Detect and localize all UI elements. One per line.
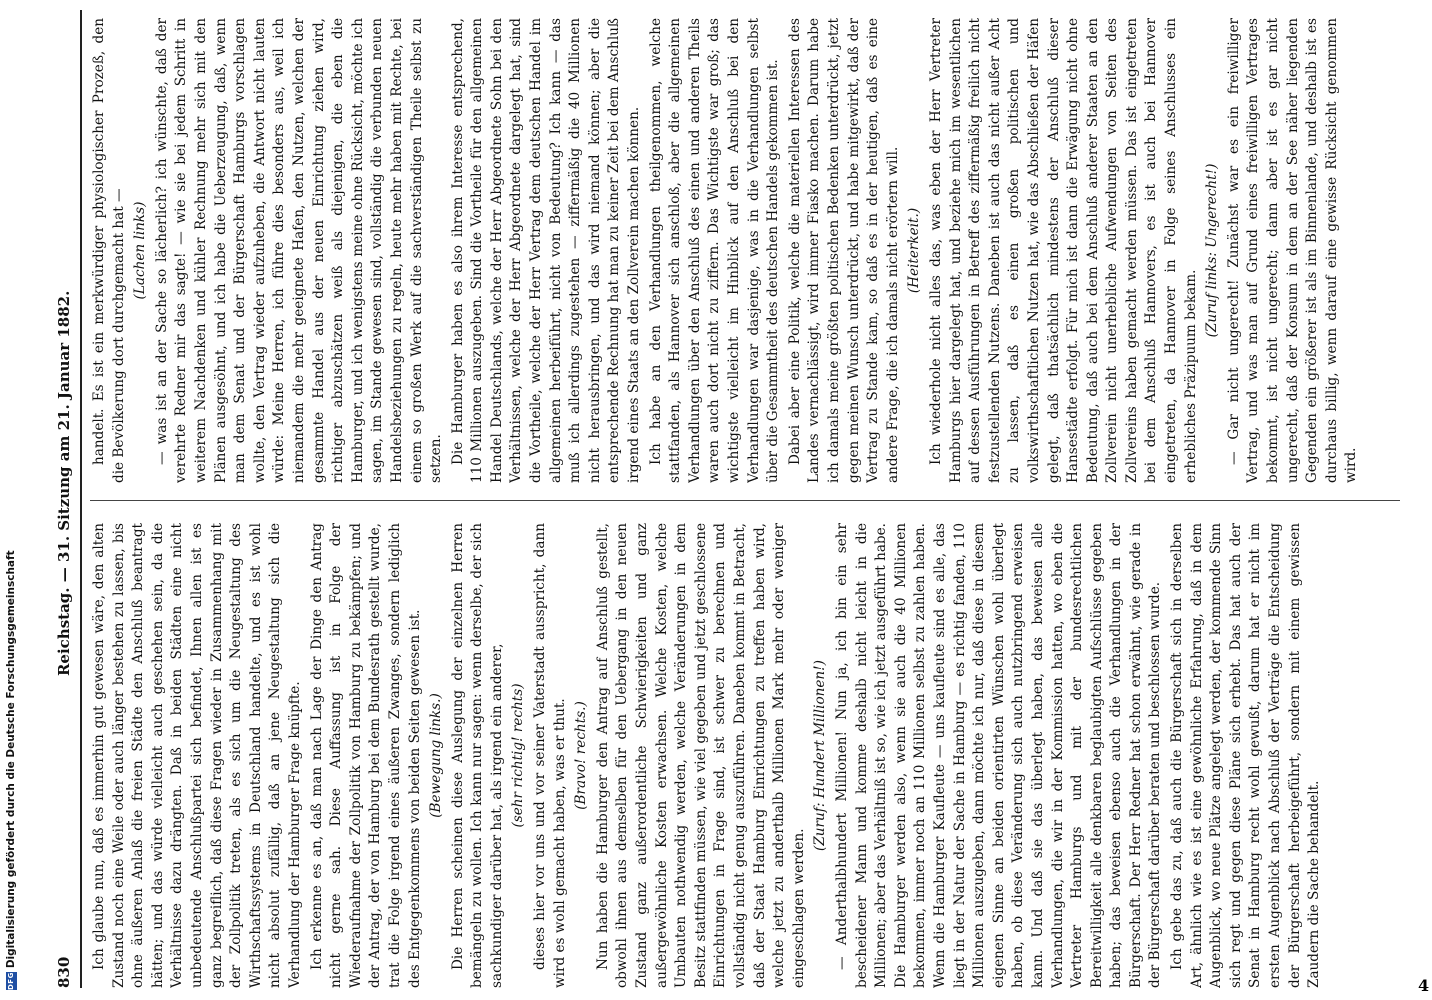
paragraph: — was ist an der Sache so lächerlich? ich wünschte, daß der verehrte Redner mir das sagte! — wie sie bei jedem Schritt in weiterem Nachdenken und kühler Rechnung mehr sich mit den Plänen ausgesöhnt, und ich habe die Ueberzeugung, daß, wenn man dem Senat und der Bürgerschaft Hamburgs vorschlagen wollte, den Vertrag wieder aufzuheben, die Antwort nicht lauten würde: Meine Herren, ich führe dies besonders aus, weil ich niemandem die mehr geeignete Hafen, den Nutzen, welchen der gesammte Handel aus der neuen Einrichtung ziehen wird, richtiger abzuschätzen weiß als diejenigen, die eben die Hamburger, und ich wenigstens meine ohne Rücksicht, möchte ich sagen, im Stande gewesen sind, vollständig die verbunden neuen Handelsbeziehungen zu regeln, heute mehr haben mit Rechte, bei einem so großen Werk auf die sachverständigen Theile selbst zu setzen. (153, 18, 445, 483)
paragraph: dieses hier vor uns und vor seiner Vaterstadt ausspricht, dann wird es wohl gemacht haben, was er thut. (532, 523, 568, 988)
paragraph: Nun haben die Hamburger den Antrag auf Anschluß gestellt, obwohl ihnen aus demselben für den Uebergang in den neuen Zustand ganz außerordentliche Schwierigkeiten und ganz außergewöhnliche Kosten erwachsen. Welche Kosten, welche Umbauten nothwendig werden, welche Veränderungen in dem Besitz stattfinden müssen, wie viel gegeben und jetzt geschlossene Einrichtungen in Frage sind, ist schwer zu berechnen und vollständig nicht genug auszuführen. Daneben kommt in Betracht, daß der Staat Hamburg Einrichtungen zu treffen haben wird, welche jetzt zu anderthalb Millionen Mark mehr oder weniger eingeschlagen werden. (594, 523, 807, 988)
left-text-column (90, 523, 1410, 988)
digitization-notice-text: Digitalisierung gefördert durch die Deutsche Forschungsgemeinschaft (5, 550, 17, 969)
interjection: (Zuruf links: Ungerecht!) (1204, 163, 1221, 338)
interjection: (Lachen links) (132, 201, 149, 300)
dfg-logo: DFG (6, 972, 15, 990)
paragraph: Die Hamburger haben es also ihrem Interesse entsprechend, 110 Millionen auszugeben. Sind die Vortheile für den allgemeinen Handel Deutschlands, welche der Herr Abgeordnete Sohn bei den Verhältnissen, welche der Herr Abgeordnete dargelegt hat, sind die Vortheile, welche der Herr Vertrag dem deutschen Handel im allgemeinen herbeiführt, nicht von Bedeutung? Ich kann — das muß ich allerdings zugestehen — ziffermäßig die 40 Millionen nicht herausbringen, und das wird niemand können; aber die entsprechende Rechnung hat man zu keiner Zeit bei dem Anschluß irgend eines Staats an den Zollverein machen können. (449, 18, 643, 483)
paragraph: Ich habe an den Verhandlungen theilgenommen, welche stattfanden, als Hannover sich anschloß, aber die allgemeinen Verhandlungen über den Anschluß des einen und anderen Theils waren auch dort nicht zu ziffern. Das Wichtigste war groß; das wichtigste vielleicht im Hinblick auf den Anschluß bei den Verhandlungen war dasjenige, was in die Verhandlungen selbst über die Gesammtheit des deutschen Handels gekommen ist. (647, 18, 782, 483)
right-text-column (90, 18, 1410, 483)
printed-sheet (50, 10, 1415, 988)
paragraph: Dabei aber eine Politik, welche die materiellen Interessen des Landes vernachlässigt, wird immer Fiasko machen. Darum habe ich damals meine größten politischen Bedenken unterdrückt, jetzt gegen meinen Wunsch unterdrückt, und habe mitgewirkt, daß der Vertrag zu Stande kam, so daß es in der heutigen, daß es eine andere Frage, die ich damals nicht erörtern will. (786, 18, 901, 483)
paragraph: — Gar nicht ungerecht! Zunächst war es ein freiwilliger Vertrag, und was man auf Grund eines freiwilligen Vertrages bekommt, ist nicht ungerecht; dann aber ist es gar nicht ungerecht, daß der Konsum in dem an der See näher liegenden Gegenden ein größerer ist als im Binnenlande, und deshalb ist es durchaus billig, wenn darauf eine gewisse Rücksicht genommen wird. (1225, 18, 1360, 483)
paragraph: Ich wiederhole nicht alles das, was eben der Herr Vertreter Hamburgs hier dargelegt hat, und beziehe mich im wesentlichen auf dessen Ausführungen in Betreff des ziffermäßig freilich nicht festzustellenden Nutzens. Daneben ist auch das nicht außer Acht zu lassen, daß es einen großen politischen und volkswirthschaftlichen Nutzen hat, wie das Abschließen der Häfen gelegt, daß thatsächlich mindestens der Anschluß dieser Hansestädte erfolgt. Für mich ist dann die Erwägung nicht ohne Bedeutung, daß auch bei dem Anschluß anderer Staaten an den Zollverein nicht unerhebliche Aufwendungen von Seiten des Zollvereins haben gemacht werden müssen. Das ist eingetreten bei dem Anschluß Hannovers, es ist auch bei Hannover eingetreten, da Hannover in Folge seines Anschlusses ein erhebliches Präzipuum bekam. (927, 18, 1199, 483)
paragraph: Die Herren scheinen diese Auslegung der einzelnen Herren bemängeln zu wollen. Ich kann nur sagen: wenn derselbe, der sich sachkundiger darüber hat, als irgend ein anderer, (449, 523, 505, 988)
paragraph: — Anderthalbhundert Millionen! Nun ja, ich bin ein sehr bescheidener Mann und komme deshalb nicht leicht in die Millionen; aber das Verhältniß ist so, wie ich jetzt ausgeführt habe. Die Hamburger werden also, wenn sie auch die 40 Millionen bekommen, immer noch an 110 Millionen selbst zu zahlen haben. Wenn die Hamburger Kaufleute — uns kaufleute sind es alle, das liegt in der Natur der Sache in Hamburg — es richtig fanden, 110 Millionen auszugeben, dann möchte ich nur, daß diese in diesem eigenen Sinne an beiden orientirten Wünschen wohl überlegt haben, ob diese Veränderung sich auch nutzbringend erweisen kann. Und daß sie das überlegt haben, das beweisen alle Verhandlungen, die wir in der Kommission hatten, wo eben die Vertreter Hamburgs und mit der bundesrechtlichen Bereitwilligkeit alle denkbaren beglaubigten Aufschlüsse gegeben haben; das beweisen ebenso auch die Verhandlungen in der Bürgerschaft. Der Herr Redner hat schon erwähnt, wie gerade in der Bürgerschaft darüber beraten und beschlossen wurde. (833, 523, 1164, 988)
interjection: (sehr richtig! rechts) (510, 683, 527, 828)
column-divider (90, 500, 1400, 501)
header-rule (80, 10, 82, 988)
paragraph: Ich gebe das zu, daß auch die Bürgerschaft sich in derselben Art, ähnlich wie es ist eine gewöhnliche Erfahrung, daß in dem Augenblick, wo neue Plätze angelegt werden, der kommende Sinn sich regt und gegen diese Pläne sich erhebt. Das hat auch der Senat in Hamburg recht wohl gewußt, darum hat er nicht im ersten Augenblick nach Abschluß der Verträge die Entscheidung der Bürgerschaft herbeigeführt, sondern mit einem gewissen Zaudern die Sache behandelt. (1169, 523, 1323, 988)
interjection: (Bravo! rechts.) (573, 701, 590, 810)
paragraph: handelt. Es ist ein merkwürdiger physiologischer Prozeß, den die Bevölkerung dort durchgemacht hat — (91, 18, 127, 483)
page-running-title: Reichstag. — 31. Sitzung am 21. Januar 1882. (55, 290, 73, 677)
page-header (50, 10, 78, 988)
interjection: (Bewegung links.) (428, 693, 445, 818)
interjection: (Zuruf: Hundert Millionen!) (812, 660, 829, 851)
interjection: (Heiterkeit.) (906, 207, 923, 294)
page-number: 830 (55, 956, 73, 988)
corner-mark: 4 (1418, 976, 1430, 995)
paragraph: Ich erkenne es an, daß man nach Lage der Dinge den Antrag nicht gerne sah. Diese Auffassung ist in Folge der Wiederaufnahme der Zollpolitik von Hamburg zu bekämpfen; und der Antrag, der von Hamburg bei dem Bundesrath gestellt wurde, trat die Folge irgend eines äußeren Zwanges, sondern lediglich des Entgegenkommens von beiden Seiten gewesen ist. (308, 523, 423, 988)
rotated-page-content (50, 10, 1415, 988)
paragraph: Ich glaube nun, daß es immerhin gut gewesen wäre, den alten Zustand noch eine Weile oder auch länger bestehen zu lassen, bis ohne äußeren Anlaß die freien Städte den Anschluß beantragt hätten; und das würde vielleicht auch geschehen sein, da die Verhältnisse dazu drängten. Daß in beiden Städten eine nicht unbedeutende Anschlußpartei sich befindet, Ihnen allen ist es ganz begreiflich, daß diese Fragen wieder in Zusammenhang mit der Zollpolitik treten, als es sich um die Neugestaltung des Wirthschaftssystems in Deutschland handelte, und es ist wohl nicht absolut zufällig, daß an jene Neugestaltung sich die Verhandlung der Hamburger Frage knüpfte. (91, 523, 303, 988)
margin-strip (0, 0, 22, 1000)
digitization-notice (2, 550, 20, 990)
